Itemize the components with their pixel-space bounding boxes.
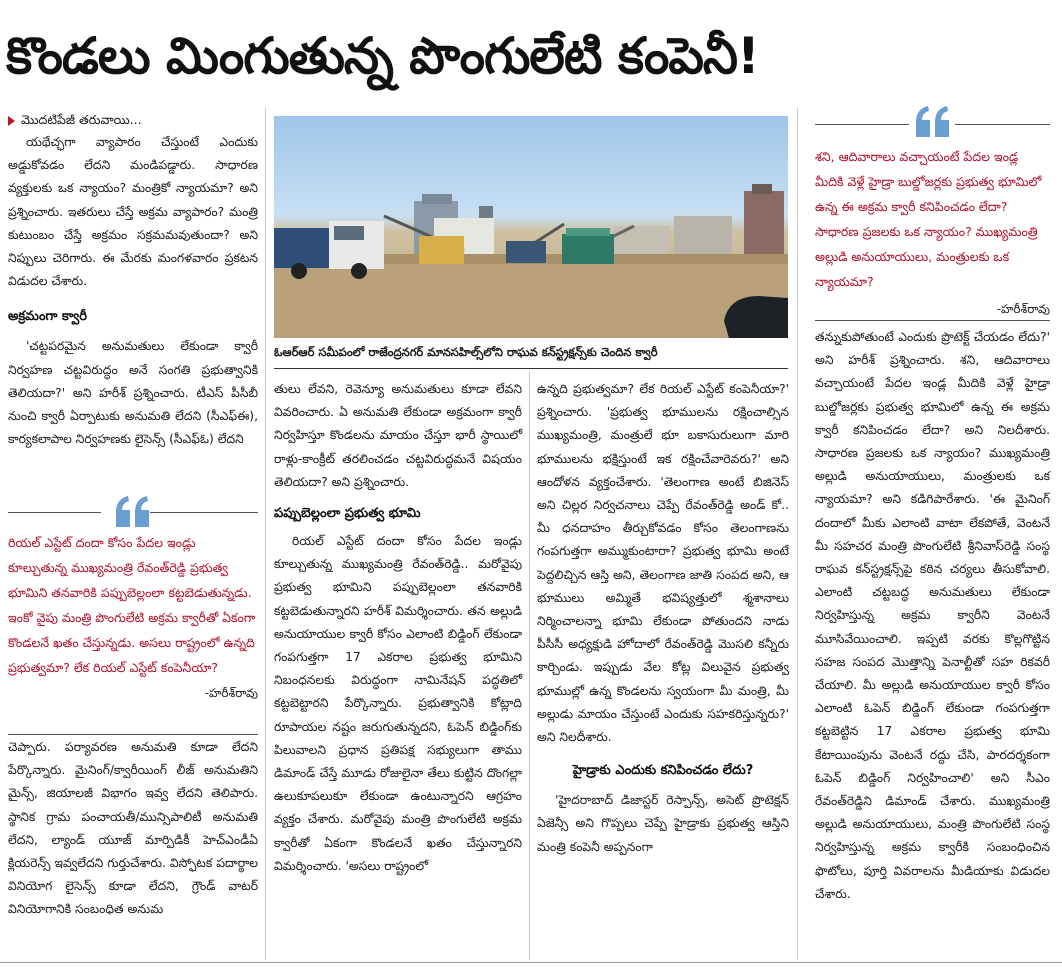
column-divider [797,108,798,960]
triangle-bullet-icon [8,116,15,126]
caption-rule [274,368,788,369]
pull-quote [8,494,258,704]
column-1 [8,108,258,451]
pull-quote-text: శని, ఆదివారాలు వచ్చాయంటే పేదల ఇండ్ల మీదికి వెళ్లే హైడ్రా బుల్డోజర్లకు ప్రభుత్వ భూమిలో ఉన్న ఈ అక్రమ క్వారీ కనిపించడం లేదా? సాధారణ ప్రజలకు ఒక న్యాయం? ముఖ్యమంత్రి అల్లుడి అనుయాయులు, మంత్రులకు ఒక న్యాయమా? [815,149,1042,289]
column-1-continued [8,736,258,922]
quarry-photo [274,116,788,338]
pull-quote-author: -హరీశ్‌రావు [204,686,258,700]
article-paragraph: చెప్పారు. పర్యావరణ అనుమతి కూడా లేదని పేర్కొన్నారు. మైనింగ్/క్వారీయింగ్ లీజ్ అనుమతిని మైన్స్, జియాలజీ విభాగం ఇవ్వ లేదని తెలిపారు. స్థానిక గ్రామ పంచాయతీ/మున్సిపాలిటీ అనుమతి లేదని, ల్యాండ్ యూజ్ మార్పిడికీ హెచ్ఎండీఏ క్లియరెన్స్ ఇవ్వలేదని గుర్తుచేశారు. విస్ఫోటక పదార్థాల వినియోగ లైసెన్స్ కూడా లేదని, గ్రౌండ్ వాటర్ వినియోగానికి సంబంధిత అనుమ [8,740,258,917]
photo-caption: ఓఆర్ఆర్ సమీపంలో రాజేంద్రనగర్ మానసహిల్స్‌లోని రాఘవ కన్‌స్ట్రక్షన్స్‌కు చెందిన క్వారీ [274,345,658,359]
article-paragraph: తన్నుకుపోతుంటే ఎందుకు ప్రొటెక్ట్ చేయడం లేదు?' అని హరీశ్ ప్రశ్నించారు. శని, ఆదివారాలు వచ్చాయంటే పేదల ఇండ్ల మీదికి వెళ్లే హైడ్రా బుల్డోజర్లకు ప్రభుత్వ భూమిలో ఉన్న ఈ అక్రమ క్వారీ కనిపించడం లేదా? అని నిలదీశారు. సాధారణ ప్రజలకు ఒక న్యాయం? ముఖ్యమంత్రి అల్లుడి అనుయాయులు, మంత్రులకు ఒక న్యాయమా? అని కడిగిపారేశారు. 'ఈ మైనింగ్ దందాలో మీకు ఎలాంటి వాటా లేకపోతే, వెంటనే మీ సహచర మంత్రి పొంగులేటి శ్రీనివాస్‌రెడ్డి సంస్థ రాఘవ కన్‌స్ట్రక్షన్స్‌పై కఠిన చర్యలు తీసుకోవాలి. ఎలాంటి చట్టబద్ధ అనుమతులు లేకుండా నిర్వహిస్తున్న అక్రమ క్వారీని వెంటనే మూసివేయించాలి. ఇప్పటి వరకు కొల్లగొట్టిన సహజ సంపద మొత్తాన్ని పెనాల్టీతో సహ రికవరీ చేయాలి. మీ అల్లుడి అనుయాయుల క్వారీ కోసం ఎలాంటి ఓపెన్ బిడ్డింగ్ లేకుండా గంపగుత్తగా కట్టబెట్టిన 17 ఎకరాల ప్రభుత్వ భూమి కేటాయింపును వెంటనే రద్దు చేసి, పారదర్శకంగా ఓపెన్ బిడ్డింగ్ నిర్వహించాలి' అని సీఎం రేవంత్‌రెడ్డిని డిమాండ్ చేశారు. ముఖ్యమంత్రి అల్లుడి అనుయాయులు, మంత్రి పొంగులేటి సంస్థ నిర్వహిస్తున్న అక్రమ క్వారీకి సంబంధించిన ఫొటోలు, పూర్తి వివరాలను మీడియాకు విడుదల చేశారు. [815,330,1050,901]
subheading: హైడ్రాకు ఎందుకు కనిపించడం లేదు? [572,763,754,779]
subheading: అక్రమంగా క్వారీ [8,309,87,325]
continuation-marker [8,108,258,131]
quote-rule [8,734,258,735]
headline: కొండలు మింగుతున్న పొంగులేటి కంపెనీ! [6,27,759,85]
article-paragraph: తులు లేవని, రెవెన్యూ అనుమతులు కూడా లేవని వివరించారు. ఏ అనుమతి లేకుండా అక్రమంగా క్వారీ నిర్వహిస్తూ కొండలను మాయం చేస్తూ భారీ స్థాయిలో రాళ్లు-కాంక్రీట్ తరలించడం చట్టవిరుద్ధమనే విషయం తెలియదా? అని ప్రశ్నించారు. [274,382,522,489]
quote-rule [815,320,1050,321]
pull-quote [815,104,1050,320]
subheading: పప్పుబెల్లంలా ప్రభుత్వ భూమి [274,506,421,522]
continuation-label: మొదటిపేజీ తరువాయి... [21,112,142,127]
article-paragraph: 'హైదరాబాద్ డిజాస్టర్ రెస్పాన్స్, అసెట్ ప్రొటెక్షన్ ఏజెన్సీ అని గొప్పలు చెప్పే హైడ్రాకు ప్రభుత్వ ఆస్తిని మంత్రి కంపెనీ అప్పనంగా [537,793,789,854]
column-3 [537,378,789,859]
article-paragraph: 'చట్టపరమైన అనుమతులు లేకుండా క్వారీ నిర్వహణ చట్టవిరుద్ధం అనే సంగతి ప్రభుత్వానికి తెలియదా?' అని హరీశ్ ప్రశ్నించారు. టీఎస్ పీసీబీ నుంచి క్వారీ ఏర్పాటుకు అనుమతి లేదని (సీఎఫ్ఈ), కార్యకలాపాల నిర్వహణకు లైసెన్స్ (సీఎఫ్ఓ) లేదని [8,339,258,447]
column-2 [274,378,522,878]
article-paragraph: యథేచ్ఛగా వ్యాపారం చేస్తుంటే ఎందుకు అడ్డుకోవడం లేదని మండిపడ్డారు. సాధారణ వ్యక్తులకు ఒక న్యాయం? మంత్రికో న్యాయమా? అని ప్రశ్నించారు. ఇతరులు చేస్తే అక్రమ వ్యాపారం? మంత్రి కుటుంబం చేస్తే అక్రమం సక్రమమవుతుందా? అని నిప్పులు చెరిగారు. ఈ మేరకు మంగళవారం ప్రకటన విడుదల చేశారు. [8,135,258,289]
column-4 [815,326,1050,906]
column-divider [265,108,266,960]
quote-mark-icon [113,494,153,528]
pull-quote-author: -హరీశ్‌రావు [996,302,1050,316]
quote-mark-icon [913,104,953,138]
column-divider [529,372,530,960]
article-paragraph: రియల్ ఎస్టేట్ దందా కోసం పేదల ఇండ్లు కూల్చుతున్న ముఖ్యమంత్రి రేవంత్‌రెడ్డి.. మరోవైపు ప్రభుత్వ భూమిని పప్పుబెల్లంలా తనవారికి కట్టబెడుతున్నారని హరీశ్ విమర్శించారు. తన అల్లుడి అనుయాయుల క్వారీ కోసం ఎలాంటి బిడ్డింగ్ లేకుండా గంపగుత్తగా 17 ఎకరాల ప్రభుత్వ భూమిని నిబంధనలకు విరుద్ధంగా నామినేషన్ పద్ధతిలో కట్టబెట్టారని పేర్కొన్నారు. ప్రభుత్వానికి కోట్లాది రూపాయల నష్టం జరుగుతున్నదని, ఓపెన్ బిడ్డింగ్‌కు పిలువాలని ప్రధాన ప్రతిపక్ష సభ్యులుగా తాము డిమాండ్ చేస్తే మూడు రోజులైనా తేలు కుట్టిన దొంగల్లా ఉలుకూపలుకూ లేకుండా ఉంటున్నారని ఆగ్రహం వ్యక్తం చేశారు. మరోవైపు మంత్రి పొంగులేటి అక్రమ క్వారీతో ఏకంగా కొండలనే ఖతం చేస్తున్నారని విమర్శించారు. 'అసలు రాష్ట్రంలో [274,534,522,873]
article-paragraph: ఉన్నది ప్రభుత్వమా? లేక రియల్ ఎస్టేట్ కంపెనీయా?' ప్రశ్నించారు. 'ప్రభుత్వ భూములను రక్షించాల్సిన ముఖ్యమంత్రి, మంత్రులే భూ బకాసురులుగా మారి భూములను భక్షిస్తుంటే ఇక రక్షించేవారెవరు?' అని ఆందోళన వ్యక్తంచేశారు. 'తెలంగాణ అంటే బిజినెస్ అని చిల్లర నిర్వచనాలు చెప్పే రేవంత్‌రెడ్డి అండ్ కో.. మీ ధనదాహం తీర్చుకోవడం కోసం తెలంగాణను గంపగుత్తగా అమ్ముకుంటారా? ప్రభుత్వ భూమి అంటే పెద్దలిచ్చిన ఆస్తి అని, తెలంగాణ జాతి సంపద అని, ఆ భూములు అమ్మితే భవిష్యత్తులో శ్మశానాలు నిర్మించాలన్నా భూమి లేకుండా పోతుందని నాడు పీసీసీ అధ్యక్షుడి హోదాలో రేవంత్‌రెడ్డి మొసలి కన్నీరు కార్చిండు. ఇప్పుడు వేల కోట్ల విలువైన ప్రభుత్వ భూముల్లో ఉన్న కొండలను స్వయంగా మీ మంత్రి, మీ అల్లుడు మాయం చేస్తుంటే ఎందుకు సహకరిస్తున్నరు?' అని నిలదీశారు. [537,382,789,745]
page-bottom-rule [0,962,1062,963]
pull-quote-text: రియల్ ఎస్టేట్ దందా కోసం పేదల ఇండ్లు కూల్చుతున్న ముఖ్యమంత్రి రేవంత్‌రెడ్డి ప్రభుత్వ భూమిని తనవారికి పప్పుబెల్లంలా కట్టబెడుతున్నడు. ఇంకో వైపు మంత్రి పొంగులేటి అక్రమ క్వారీతో ఏకంగా కొండలనే ఖతం చేస్తున్నడు. అసలు రాష్ట్రంలో ఉన్నది ప్రభుత్వమా? లేక రియల్ ఎస్టేట్ కంపెనీయా? [8,535,256,675]
